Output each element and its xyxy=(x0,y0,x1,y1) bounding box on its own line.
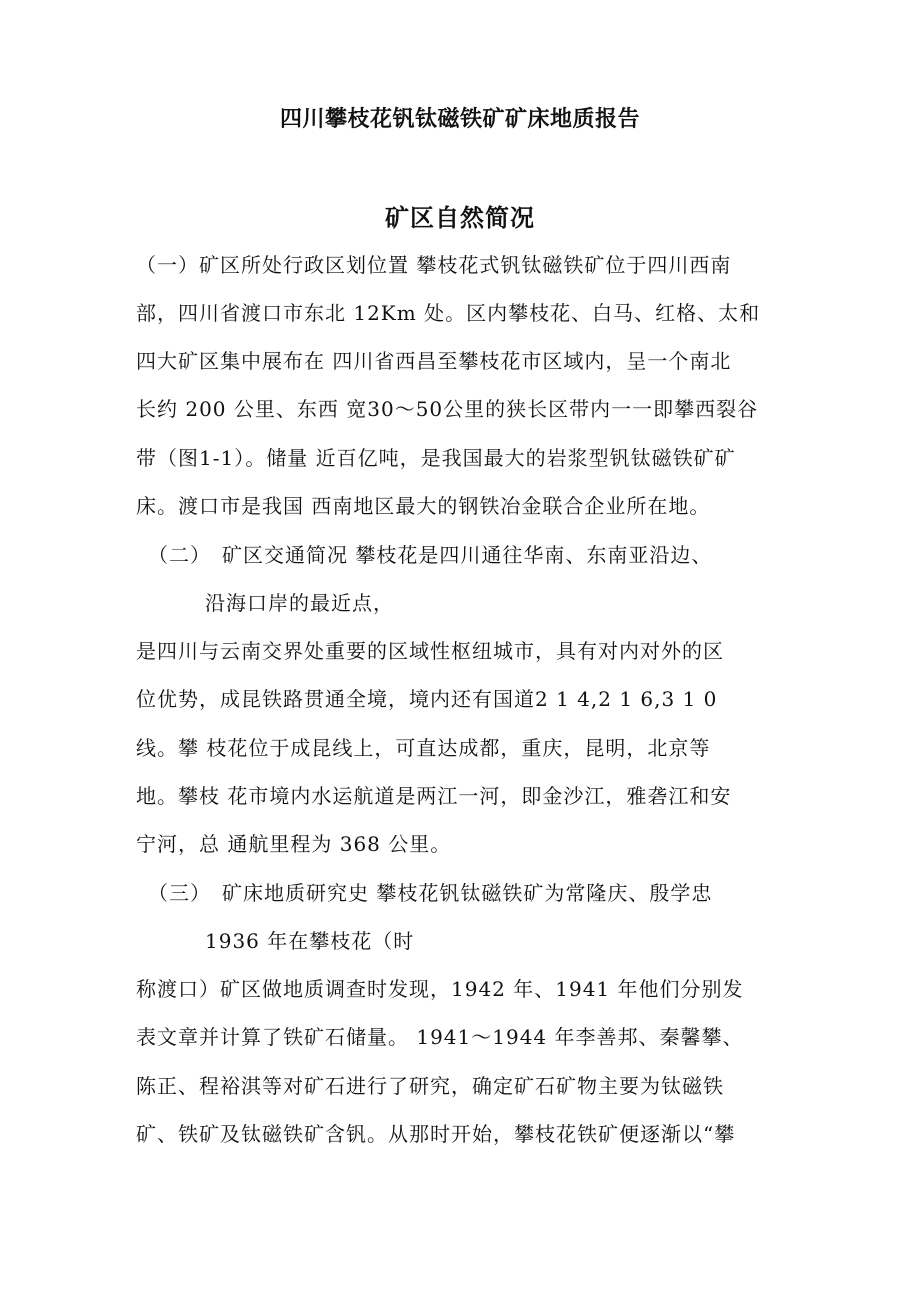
paragraph-line: 陈正、程裕淇等对矿石进行了研究，确定矿石矿物主要为钛磁铁 xyxy=(136,1074,724,1098)
section-title: 矿区自然简况 xyxy=(385,204,535,232)
paragraph-line: （一）矿区所处行政区划位置 攀枝花式钒钛磁铁矿位于四川西南 xyxy=(136,253,732,277)
document-title: 四川攀枝花钒钛磁铁矿矿床地质报告 xyxy=(279,107,640,132)
paragraph-line: 长约 200 公里、东西 宽30〜50公里的狭长区带内一一即攀西裂谷 xyxy=(136,397,759,421)
paragraph-line: 称渡口）矿区做地质调查时发现，1942 年、1941 年他们分别发 xyxy=(136,977,744,1001)
paragraph-line: （三） 矿床地质研究史 攀枝花钒钛磁铁矿为常隆庆、殷学忠 xyxy=(148,881,713,905)
paragraph-line: 线。攀 枝花位于成昆线上，可直达成都，重庆，昆明，北京等 xyxy=(136,736,711,760)
paragraph-line: 床。渡口市是我国 西南地区最大的钢铁冶金联合企业所在地。 xyxy=(136,494,711,518)
paragraph-line: 矿、铁矿及钛磁铁矿含钒。从那时开始，攀枝花铁矿便逐渐以“攀 xyxy=(136,1122,736,1146)
paragraph-line: 是四川与云南交界处重要的区域性枢纽城市，具有对内对外的区 xyxy=(136,639,724,663)
paragraph-line: 部，四川省渡口市东北 12Km 处。区内攀枝花、白马、红格、太和 xyxy=(136,301,761,325)
paragraph-line: 宁河，总 通航里程为 368 公里。 xyxy=(136,832,452,856)
paragraph-line: 四大矿区集中展布在 四川省西昌至攀枝花市区域内，呈一个南北 xyxy=(136,349,732,373)
paragraph-line: 1936 年在攀枝花（时 xyxy=(205,929,415,953)
paragraph-line: （二） 矿区交通简况 攀枝花是四川通往华南、东南亚沿边、 xyxy=(148,543,713,567)
paragraph-line: 位优势，成昆铁路贯通全境，境内还有国道2 1 4,2 1 6,3 1 0 xyxy=(136,687,718,711)
paragraph-line: 表文章并计算了铁矿石储量。 1941〜1944 年李善邦、秦馨攀、 xyxy=(136,1025,744,1049)
paragraph-line: 带（图1-1）。储量 近百亿吨，是我国最大的岩浆型钒钛磁铁矿矿 xyxy=(136,446,736,470)
paragraph-line: 沿海口岸的最近点， xyxy=(205,591,394,615)
paragraph-line: 地。攀枝 花市境内水运航道是两江一河，即金沙江，雅砻江和安 xyxy=(136,784,732,808)
